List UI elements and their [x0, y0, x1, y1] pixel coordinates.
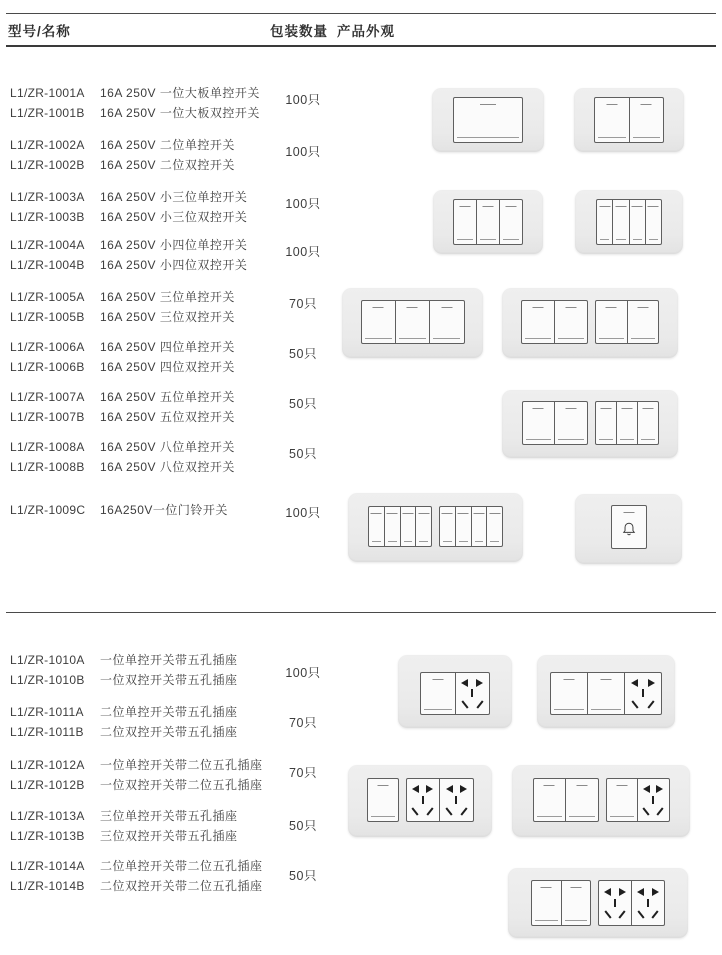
- table-row: [10, 755, 263, 795]
- socket-pin-neutral: [657, 807, 664, 815]
- socket-5hole: [631, 881, 664, 925]
- pack-quantity-value: 100只: [285, 145, 321, 159]
- header-bottom-rule: [6, 45, 716, 47]
- socket-pin-earth: [642, 689, 644, 697]
- module-group: [594, 97, 664, 143]
- model-code: L1/ZR-1009C: [10, 503, 86, 517]
- model-description: 16A 250V 一位大板双控开关: [100, 106, 260, 120]
- table-row: [10, 437, 235, 477]
- socket-pin-neutral: [460, 807, 467, 815]
- module-group: [595, 300, 659, 344]
- switch-rocker: [616, 402, 637, 444]
- model-code: L1/ZR-1005B: [10, 310, 85, 324]
- switch-rocker: [362, 301, 395, 343]
- pack-quantity-value: 70只: [289, 716, 317, 730]
- table-row: [10, 650, 238, 690]
- table-row: [10, 135, 235, 175]
- model-code: L1/ZR-1001B: [10, 106, 85, 120]
- model-code: L1/ZR-1006A: [10, 340, 85, 354]
- model-code: L1/ZR-1013B: [10, 829, 85, 843]
- switch-rocker: [612, 200, 628, 244]
- model-code: L1/ZR-1010B: [10, 673, 85, 687]
- model-code: L1/ZR-1006B: [10, 360, 85, 374]
- switch-rocker: [429, 301, 463, 343]
- module-group: [368, 506, 432, 547]
- model-code: L1/ZR-1001A: [10, 86, 85, 100]
- table-row: [10, 287, 235, 327]
- socket-pin-earth: [614, 899, 616, 907]
- module-group: [531, 880, 591, 926]
- table-row: [10, 856, 263, 896]
- table-row: [10, 83, 260, 123]
- plate-3gang-small: [433, 190, 543, 254]
- module-group: [361, 300, 465, 344]
- plate-3switch-1socket: [512, 765, 690, 837]
- model-code: L1/ZR-1014A: [10, 859, 85, 873]
- model-code: L1/ZR-1002B: [10, 158, 85, 172]
- model-code: L1/ZR-1007B: [10, 410, 85, 424]
- switch-rocker: [532, 881, 561, 925]
- module-group: [367, 778, 399, 822]
- switch-rocker: [551, 673, 587, 714]
- module-group: [406, 778, 474, 822]
- switch-rocker: [486, 507, 502, 546]
- plate-1gang-large: [432, 88, 544, 152]
- switch-rocker: [595, 98, 629, 142]
- section-divider-rule: [6, 612, 716, 613]
- model-description: 16A 250V 小四位单控开关: [100, 238, 248, 252]
- switch-rocker: [554, 402, 587, 444]
- model-description: 16A 250V 二位双控开关: [100, 158, 235, 172]
- model-code: L1/ZR-1002A: [10, 138, 85, 152]
- socket-pin-left: [412, 785, 419, 793]
- model-description: 16A 250V 小四位双控开关: [100, 258, 248, 272]
- module-group: [611, 505, 647, 549]
- model-description: 16A 250V 一位大板单控开关: [100, 86, 260, 100]
- switch-rocker: [629, 200, 645, 244]
- model-code: L1/ZR-1012B: [10, 778, 85, 792]
- module-group: [521, 300, 588, 344]
- model-description: 16A 250V 四位单控开关: [100, 340, 235, 354]
- model-description: 16A 250V 小三位单控开关: [100, 190, 248, 204]
- model-code: L1/ZR-1008A: [10, 440, 85, 454]
- module-group: [598, 880, 665, 926]
- column-header-model-name: 型号/名称: [8, 24, 71, 39]
- switch-rocker: [454, 98, 522, 142]
- switch-rocker: [476, 200, 499, 244]
- model-code: L1/ZR-1011A: [10, 705, 84, 719]
- socket-5hole: [637, 779, 669, 821]
- switch-rocker: [440, 507, 455, 546]
- socket-pin-right: [652, 888, 659, 896]
- table-row: [10, 387, 235, 427]
- socket-pin-neutral: [619, 910, 626, 918]
- pack-quantity-value: 50只: [289, 447, 317, 461]
- model-code: L1/ZR-1004A: [10, 238, 85, 252]
- plate-3gang-wide: [342, 288, 483, 358]
- plate-4gang-wide: [502, 288, 678, 358]
- socket-pin-right: [648, 679, 655, 687]
- socket-5hole: [439, 779, 473, 821]
- socket-pin-right: [656, 785, 663, 793]
- pack-quantity-value: 70只: [289, 766, 317, 780]
- socket-pin-live: [412, 807, 419, 815]
- header-top-rule: [6, 13, 716, 14]
- switch-rocker: [596, 402, 616, 444]
- socket-pin-neutral: [427, 807, 434, 815]
- socket-5hole: [599, 881, 631, 925]
- module-group: [550, 672, 662, 715]
- socket-pin-live: [631, 700, 638, 708]
- switch-rocker: [522, 301, 554, 343]
- plate-4gang-small: [575, 190, 683, 254]
- socket-pin-right: [619, 888, 626, 896]
- pack-quantity-value: 50只: [289, 869, 317, 883]
- model-description: 一位双控开关带五孔插座: [100, 673, 238, 687]
- switch-rocker: [400, 507, 416, 546]
- module-group: [453, 199, 523, 245]
- model-code: L1/ZR-1007A: [10, 390, 85, 404]
- socket-pin-live: [445, 807, 452, 815]
- switch-rocker: [629, 98, 664, 142]
- plate-1switch-2socket: [348, 765, 492, 837]
- table-row: [10, 235, 247, 275]
- switch-rocker: [499, 200, 522, 244]
- switch-rocker: [596, 301, 627, 343]
- model-code: L1/ZR-1003A: [10, 190, 85, 204]
- switch-rocker: [368, 779, 398, 821]
- switch-rocker: [597, 200, 612, 244]
- pack-quantity-value: 100只: [285, 245, 321, 259]
- module-group: [522, 401, 588, 445]
- table-row: [10, 806, 238, 846]
- model-code: L1/ZR-1011B: [10, 725, 84, 739]
- module-group: [606, 778, 670, 822]
- socket-pin-neutral: [648, 700, 655, 708]
- socket-pin-right: [476, 679, 483, 687]
- socket-pin-live: [643, 807, 650, 815]
- model-description: 16A 250V 八位单控开关: [100, 440, 235, 454]
- plate-8gang-wide: [348, 493, 523, 562]
- model-description: 一位双控开关带二位五孔插座: [100, 778, 263, 792]
- switch-rocker: [384, 507, 400, 546]
- model-description: 16A 250V 四位双控开关: [100, 360, 235, 374]
- switch-rocker: [637, 402, 658, 444]
- plate-doorbell: [575, 494, 682, 564]
- switch-rocker: [454, 200, 476, 244]
- model-description: 一位单控开关带五孔插座: [100, 653, 238, 667]
- model-description: 二位双控开关带二位五孔插座: [100, 879, 263, 893]
- pack-quantity-value: 100只: [285, 93, 321, 107]
- model-description: 16A 250V 二位单控开关: [100, 138, 235, 152]
- pack-quantity-value: 50只: [289, 397, 317, 411]
- socket-pin-left: [631, 679, 638, 687]
- socket-pin-left: [461, 679, 468, 687]
- module-group: [596, 199, 662, 245]
- bell-icon: [620, 520, 638, 538]
- socket-pin-left: [446, 785, 453, 793]
- socket-5hole: [624, 673, 661, 714]
- table-row: [10, 500, 228, 520]
- pack-quantity-value: 70只: [289, 297, 317, 311]
- model-description: 16A 250V 小三位双控开关: [100, 210, 248, 224]
- pack-quantity-value: 50只: [289, 347, 317, 361]
- pack-quantity-value: 100只: [285, 506, 321, 520]
- table-row: [10, 337, 235, 377]
- socket-pin-right: [426, 785, 433, 793]
- socket-5hole: [455, 673, 490, 714]
- socket-pin-right: [460, 785, 467, 793]
- plate-5gang-wide: [502, 390, 678, 458]
- model-description: 16A 250V 五位单控开关: [100, 390, 235, 404]
- switch-rocker: [607, 779, 638, 821]
- socket-5hole: [407, 779, 440, 821]
- socket-pin-neutral: [652, 910, 659, 918]
- model-description: 二位双控开关带五孔插座: [100, 725, 238, 739]
- switch-rocker: [455, 507, 471, 546]
- model-code: L1/ZR-1004B: [10, 258, 85, 272]
- model-code: L1/ZR-1013A: [10, 809, 85, 823]
- module-group: [420, 672, 490, 715]
- socket-pin-earth: [652, 796, 654, 804]
- model-description: 16A 250V 三位双控开关: [100, 310, 235, 324]
- plate-2switch-2socket: [508, 868, 688, 938]
- switch-rocker: [554, 301, 587, 343]
- module-group: [595, 401, 659, 445]
- module-group: [453, 97, 523, 143]
- socket-pin-left: [643, 785, 650, 793]
- switch-rocker: [421, 673, 455, 714]
- switch-rocker: [645, 200, 661, 244]
- column-header-pack-quantity: 包装数量: [270, 24, 328, 39]
- model-description: 16A 250V 三位单控开关: [100, 290, 235, 304]
- switch-rocker: [534, 779, 566, 821]
- table-row: [10, 702, 238, 742]
- model-description: 16A 250V 五位双控开关: [100, 410, 235, 424]
- table-row: [10, 187, 247, 227]
- model-description: 一位单控开关带二位五孔插座: [100, 758, 263, 772]
- socket-pin-left: [604, 888, 611, 896]
- socket-pin-earth: [471, 689, 473, 697]
- switch-rocker: [523, 402, 555, 444]
- socket-pin-live: [461, 700, 468, 708]
- doorbell-button: [612, 506, 646, 548]
- plate-2switch-1socket: [537, 655, 675, 728]
- switch-rocker: [369, 507, 384, 546]
- model-code: L1/ZR-1012A: [10, 758, 85, 772]
- model-description: 二位单控开关带二位五孔插座: [100, 859, 263, 873]
- pack-quantity-value: 100只: [285, 666, 321, 680]
- model-description: 三位双控开关带五孔插座: [100, 829, 238, 843]
- model-code: L1/ZR-1005A: [10, 290, 85, 304]
- plate-1switch-1socket: [398, 655, 512, 728]
- model-description: 16A250V一位门铃开关: [100, 503, 228, 517]
- model-description: 16A 250V 八位双控开关: [100, 460, 235, 474]
- switch-rocker: [587, 673, 624, 714]
- model-description: 二位单控开关带五孔插座: [100, 705, 238, 719]
- switch-rocker: [415, 507, 431, 546]
- module-group: [533, 778, 599, 822]
- model-code: L1/ZR-1008B: [10, 460, 85, 474]
- pack-quantity-value: 50只: [289, 819, 317, 833]
- switch-rocker: [471, 507, 487, 546]
- module-group: [439, 506, 503, 547]
- column-header-product-appearance: 产品外观: [337, 24, 395, 39]
- socket-pin-left: [637, 888, 644, 896]
- model-code: L1/ZR-1014B: [10, 879, 85, 893]
- switch-rocker: [627, 301, 659, 343]
- switch-rocker: [565, 779, 598, 821]
- switch-rocker: [561, 881, 591, 925]
- socket-pin-neutral: [476, 700, 483, 708]
- socket-pin-earth: [455, 796, 457, 804]
- model-code: L1/ZR-1010A: [10, 653, 85, 667]
- model-code: L1/ZR-1003B: [10, 210, 85, 224]
- socket-pin-live: [637, 910, 644, 918]
- socket-pin-earth: [422, 796, 424, 804]
- socket-pin-live: [604, 910, 611, 918]
- plate-2gang: [574, 88, 684, 152]
- pack-quantity-value: 100只: [285, 197, 321, 211]
- model-description: 三位单控开关带五孔插座: [100, 809, 238, 823]
- socket-pin-earth: [647, 899, 649, 907]
- switch-rocker: [395, 301, 429, 343]
